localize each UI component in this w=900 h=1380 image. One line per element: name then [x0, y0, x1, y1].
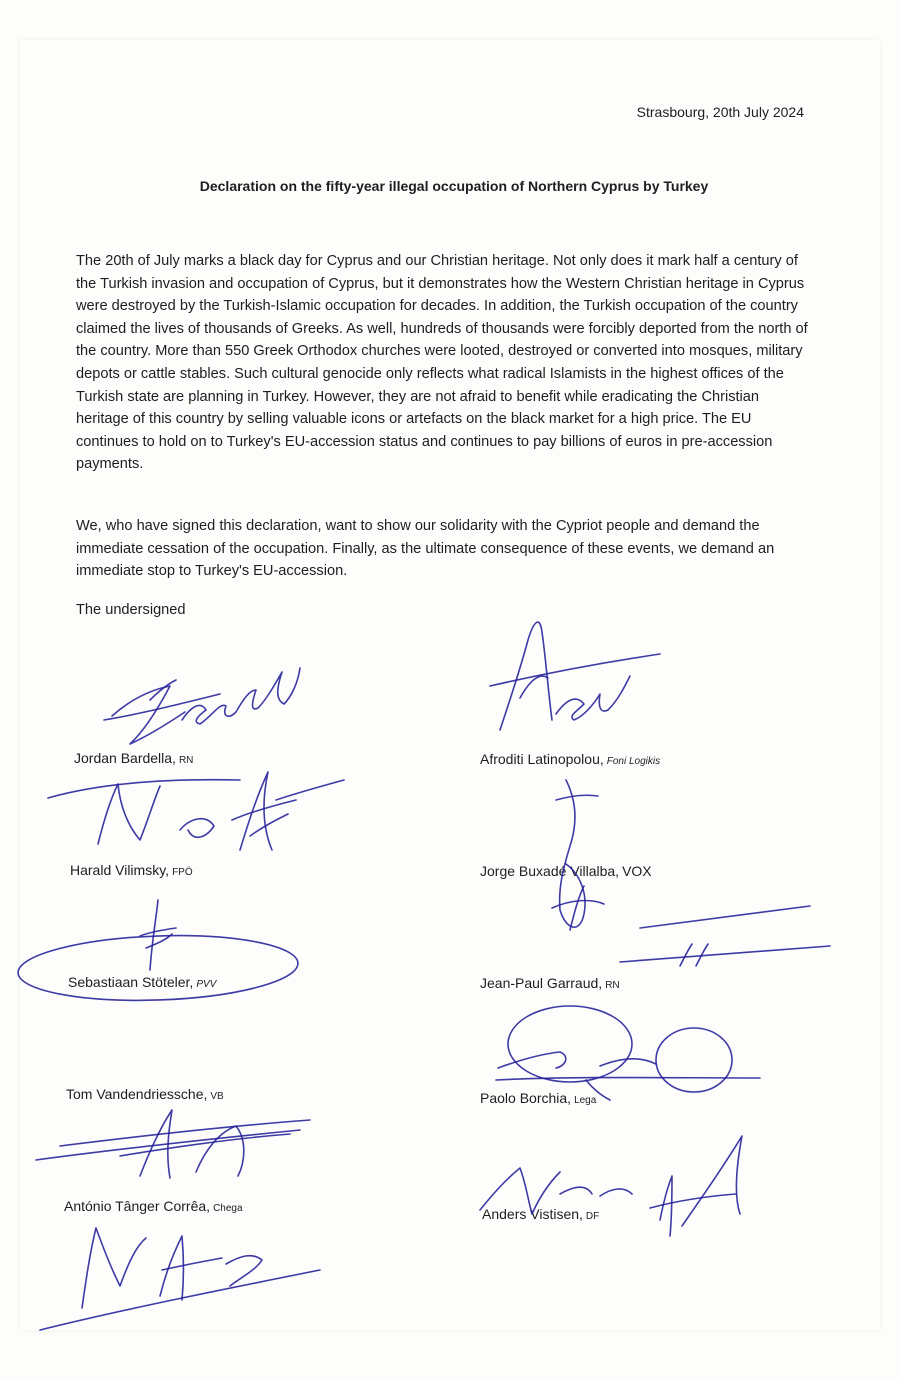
- signature-borchia: [496, 1006, 760, 1100]
- document-date: Strasbourg, 20th July 2024: [636, 104, 804, 120]
- signatory-name: Tom Vandendriessche,: [66, 1086, 208, 1102]
- signatory-tanger-correa: [64, 1198, 243, 1214]
- signatory-latinopolou: [480, 751, 660, 767]
- signatory-party: FPÖ: [172, 867, 193, 878]
- signatory-garraud: [480, 975, 620, 991]
- undersigned-label: The undersigned: [76, 602, 186, 618]
- signatory-vandendriessche: [66, 1086, 224, 1102]
- document-title: Declaration on the fifty-year illegal occupation of Northern Cyprus by Turkey: [199, 178, 709, 194]
- signatory-name: Harald Vilimsky,: [70, 862, 170, 878]
- signatory-party: Foni Logikis: [606, 756, 661, 767]
- signatory-vistisen: [482, 1206, 599, 1222]
- signatory-bardella: [74, 750, 193, 766]
- signatory-party: VB: [210, 1091, 224, 1102]
- signature-latinopolou: [490, 622, 660, 730]
- signatory-name: Afroditi Latinopolou,: [480, 751, 604, 767]
- signatory-party: VOX: [622, 863, 652, 879]
- signature-tanger-correa: [40, 1228, 320, 1330]
- signatory-name: Paolo Borchia,: [480, 1090, 572, 1106]
- signatory-name: Jean-Paul Garraud,: [480, 975, 603, 991]
- signatory-name: Jordan Bardella,: [74, 750, 176, 766]
- signature-vandendriessche: [36, 1110, 310, 1178]
- signature-buxade: [552, 780, 604, 930]
- body-paragraph-1: The 20th of July marks a black day for Cyprus and our Christian heritage. Not only does it mark half a century of the Turkish invasion and occupation of Cyprus, but it demonstrates how the Western Christian heritage in Cyprus were destroyed by the Turkish-Islamic occupation for decades. In addition, the Turkish occupation of the country claimed the lives of thousands of Greeks. As well, hundreds of thousands were forcibly deported from the north of the country. More than 550 Greek Orthodox churches were looted, destroyed or converted into mosques, military depots or cattle stables. Such cultural genocide only reflects what radical Islamists in the highest offices of the Turkish state are planning in Turkey. However, they are not afraid to benefit while eradicating the Christian heritage of this country by selling valuable icons or artefacts on the black market for a high price. The EU continues to hold on to Turkey's EU-accession status and continues to pay billions of euros in pre-accession payments.: [76, 253, 808, 473]
- signatory-stoteler: [68, 974, 216, 990]
- body-paragraph-2: We, who have signed this declaration, want to show our solidarity with the Cypriot people and demand the immediate cessation of the occupation. Finally, as the ultimate consequence of these events, we demand an immediate stop to Turkey's EU-accession.: [76, 518, 775, 580]
- signature-bardella: [104, 668, 300, 744]
- signatory-name: António Tânger Corrêa,: [64, 1198, 211, 1214]
- signatory-borchia: [480, 1090, 596, 1106]
- page-edge: [20, 40, 880, 1330]
- signatory-name: Anders Vistisen,: [482, 1206, 583, 1222]
- signatory-party: Chega: [213, 1203, 243, 1214]
- signature-vilimsky: [48, 772, 344, 850]
- signature-garraud: [620, 906, 830, 966]
- signatory-party: RN: [178, 755, 194, 766]
- signatory-buxade: [480, 863, 652, 879]
- signatory-party: Lega: [574, 1095, 597, 1106]
- signatory-vilimsky: [70, 862, 193, 878]
- signatory-name: Jorge Buxadé Villalba,: [480, 863, 620, 879]
- signatory-party: RN: [605, 980, 620, 991]
- signatory-name: Sebastiaan Stöteler,: [68, 974, 194, 990]
- signatory-party: DF: [585, 1211, 600, 1222]
- signatory-party: PVV: [196, 979, 217, 990]
